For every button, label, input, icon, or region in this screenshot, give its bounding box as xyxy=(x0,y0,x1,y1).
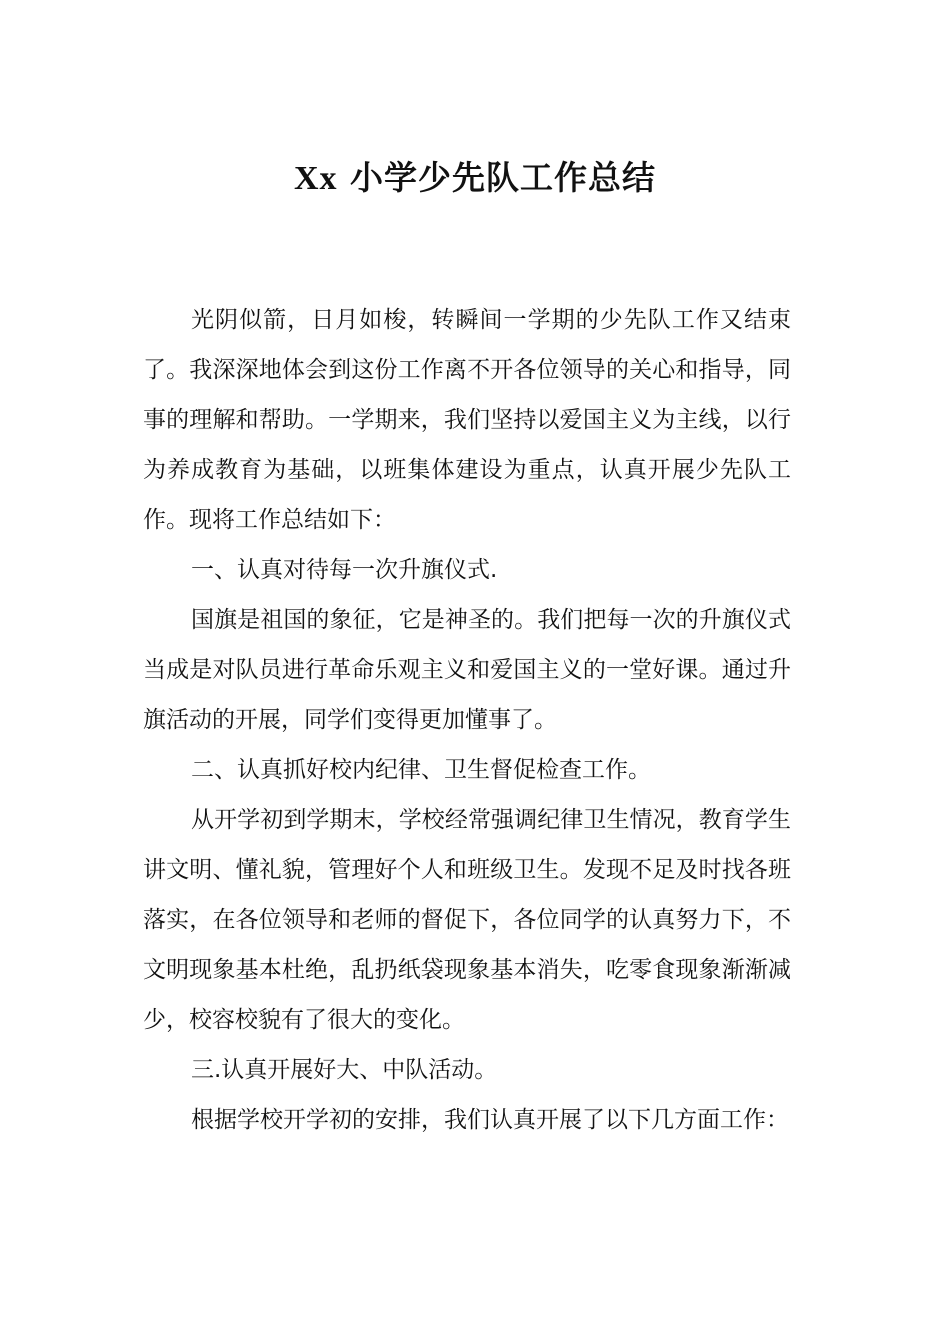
paragraph-activities: 根据学校开学初的安排，我们认真开展了以下几方面工作： xyxy=(191,1107,789,1133)
section-heading-2: 二、认真抓好校内纪律、卫生督促检查工作。 xyxy=(191,757,651,783)
section-heading-3: 三.认真开展好大、中队活动。 xyxy=(191,1057,498,1083)
document-body xyxy=(143,295,791,1145)
document-title xyxy=(0,152,950,205)
paragraph-flag-ceremony: 国旗是祖国的象征，它是神圣的。我们把每一次的升旗仪式当成是对队员进行革命乐观主义和爱国主义的一堂好课。通过升旗活动的开展，同学们变得更加懂事了。 xyxy=(143,607,791,733)
paragraph-intro: 光阴似箭，日月如梭，转瞬间一学期的少先队工作又结束了。我深深地体会到这份工作离不开各位领导的关心和指导，同事的理解和帮助。一学期来，我们坚持以爱国主义为主线，以行为养成教育为基础，以班集体建设为重点，认真开展少先队工作。现将工作总结如下： xyxy=(143,307,791,533)
section-heading-1: 一、认真对待每一次升旗仪式. xyxy=(191,557,498,583)
title-prefix: Xx xyxy=(293,160,338,197)
paragraph-discipline-hygiene: 从开学初到学期末，学校经常强调纪律卫生情况，教育学生讲文明、懂礼貌，管理好个人和班级卫生。发现不足及时找各班落实，在各位领导和老师的督促下，各位同学的认真努力下，不文明现象基本杜绝，乱扔纸袋现象基本消失，吃零食现象渐渐减少，校容校貌有了很大的变化。 xyxy=(143,807,791,1033)
title-main: 小学少先队工作总结 xyxy=(350,158,657,197)
